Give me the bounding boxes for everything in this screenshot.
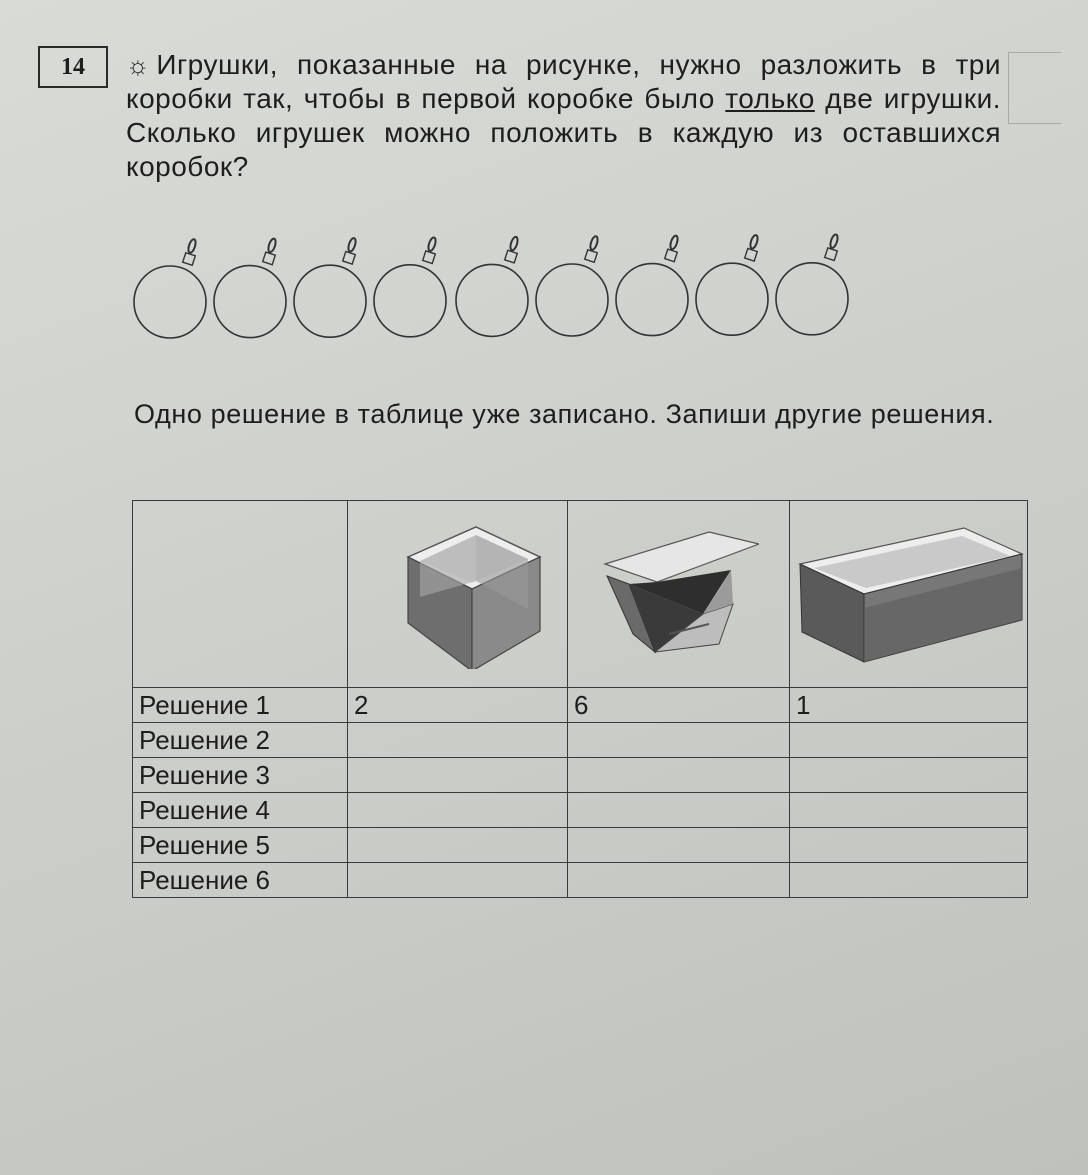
answer-cell-box-2[interactable] [568, 863, 790, 898]
ornament-icon [776, 234, 848, 335]
solution-label: Решение 5 [133, 828, 348, 863]
solution-label: Решение 1 [133, 688, 348, 723]
ornament-icon [374, 237, 446, 337]
answer-cell-box-3[interactable]: 1 [790, 688, 1028, 723]
ornaments-illustration [126, 226, 866, 356]
solution-label: Решение 2 [133, 723, 348, 758]
instruction-text: Одно решение в таблице уже записано. Запиши другие решения. [134, 399, 995, 429]
long-box-icon [794, 524, 1024, 664]
task-text-part-1: Игрушки, показанные на рисунке, нужно разложить в три коробки так, чтобы в первой коробке было [126, 49, 1001, 114]
answer-cell-box-2[interactable] [568, 723, 790, 758]
task-text [126, 48, 1001, 184]
answer-cell-box-1[interactable] [348, 828, 568, 863]
box-cell-2 [568, 501, 790, 688]
answer-cell-box-3[interactable] [790, 758, 1028, 793]
answer-table [132, 500, 1028, 898]
answer-cell-box-1[interactable] [348, 723, 568, 758]
answer-cell-box-2[interactable] [568, 828, 790, 863]
solution-row [133, 758, 1028, 793]
solution-row [133, 723, 1028, 758]
answer-cell-box-3[interactable] [790, 793, 1028, 828]
answer-cell-box-2[interactable] [568, 758, 790, 793]
solution-row [133, 828, 1028, 863]
sun-icon: ☼ [126, 50, 151, 80]
answer-cell-box-3[interactable] [790, 723, 1028, 758]
answer-cell-box-1[interactable] [348, 863, 568, 898]
solution-label: Решение 4 [133, 793, 348, 828]
solution-label: Решение 3 [133, 758, 348, 793]
task-text-underlined: только [725, 83, 815, 114]
task-number: 14 [38, 46, 108, 88]
box-images-row [133, 501, 1028, 688]
answer-cell-box-1[interactable] [348, 793, 568, 828]
box-cell-3 [790, 501, 1028, 688]
ornament-icon [536, 235, 608, 336]
solution-row [133, 793, 1028, 828]
box-cell-1 [348, 501, 568, 688]
score-box [1008, 52, 1061, 124]
solution-row [133, 863, 1028, 898]
answer-cell-box-1[interactable]: 2 [348, 688, 568, 723]
open-box-icon [368, 519, 548, 669]
empty-corner-cell [133, 501, 348, 688]
ornament-icon [134, 238, 206, 338]
answer-cell-box-2[interactable] [568, 793, 790, 828]
answer-cell-box-3[interactable] [790, 863, 1028, 898]
solution-row [133, 688, 1028, 723]
solution-label: Решение 6 [133, 863, 348, 898]
task-text-part-2: две игрушки. Сколько игрушек можно положить в каждую из оставшихся коробок? [126, 83, 1001, 182]
ornament-icon [294, 237, 366, 337]
ornament-icon [456, 236, 528, 336]
answer-cell-box-3[interactable] [790, 828, 1028, 863]
ornament-icon [214, 238, 286, 338]
answer-cell-box-2[interactable]: 6 [568, 688, 790, 723]
lidded-box-icon [599, 524, 759, 664]
answer-cell-box-1[interactable] [348, 758, 568, 793]
ornament-icon [696, 234, 768, 335]
ornaments-row [126, 226, 866, 356]
ornament-icon [616, 235, 688, 336]
